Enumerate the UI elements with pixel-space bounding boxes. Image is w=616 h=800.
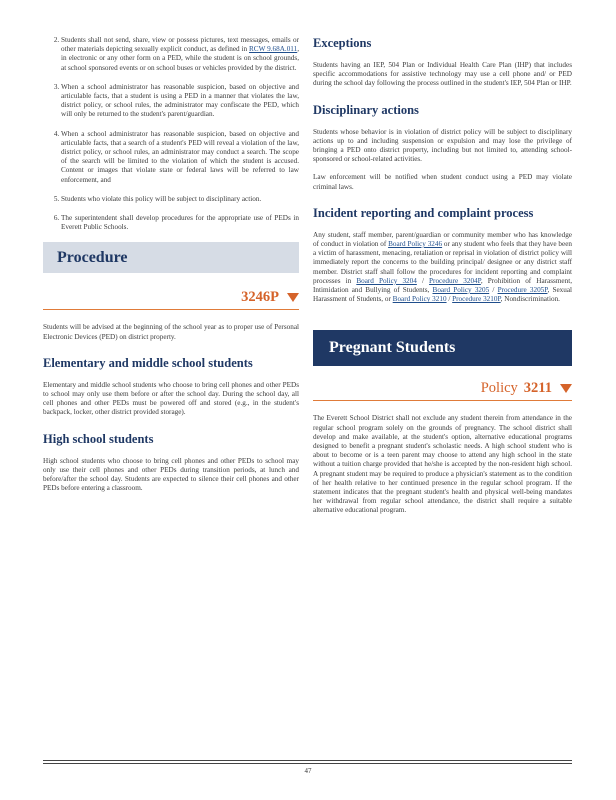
board-policy-3246-link[interactable]: Board Policy 3246: [388, 240, 443, 249]
disciplinary-text: Students whose behavior is in violation of district policy will be subject to disciplinary actions up to and including suspension or expulsion and may lose the privilege of bringing a PED onto district property, including but not limited to, attending school-sponsored or school-related activities.: [313, 127, 572, 164]
list-item-text: When a school administrator has reasonable suspicion, based on objective and articulable facts, that a student is using a PED in a manner that violates the law, district policy, or school rules, the administrator may confiscate the PED, which will only be returned to the student's parent/guardian.: [61, 82, 299, 119]
procedure-3204p-link[interactable]: Procedure 3204P: [429, 276, 481, 285]
exceptions-heading: Exceptions: [313, 36, 372, 50]
pregnant-students-text: The Everett School District shall not exclude any student therein from attendance in the regular school program solely on the grounds of pregnancy. The school district shall develop and make available, at the student's option, alternative educational programs designed to benefit a pregnant student's scholastic needs. A high school student who is about to become or is a teen parent may choose to attend any high school in the state without a tuition charge provided that he/she is accepted by the non-resident high school. A pregnant student may be required to produce a physician's statement as to the condition of her health relative to her continued presence in the regular school program. If the statement indicates that the pregnant student's health and physical well-being mandates her withdrawal from regular school attendance, the district shall require a suitable alternative educational program.: [313, 414, 572, 515]
policy-code: 3211: [523, 380, 552, 397]
board-policy-3210-link[interactable]: Board Policy 3210: [392, 295, 447, 304]
rcw-link[interactable]: RCW 9.68A.011: [249, 45, 298, 54]
high-school-heading: High school students: [43, 431, 154, 446]
footer-divider: [43, 760, 572, 761]
list-item-text: Students shall not send, share, view or possess pictures, text messages, emails or other materials depicting sexually explicit conduct, as defined in: [61, 36, 299, 54]
policy-list: [43, 36, 299, 232]
procedure-code: 3246P: [241, 289, 279, 306]
page-number: 47: [304, 767, 312, 775]
slash-separator: /: [446, 295, 453, 304]
incident-text-part: , Prohibition of Harassment, Intimidation and Bullying of Students,: [313, 276, 573, 295]
procedure-3210p-link[interactable]: Procedure 3210P: [452, 295, 501, 304]
list-item-text: , in electronic or any other form on a PED, while the student is on school grounds, at school sponsored events or on school buses or vehicles provided by the district.: [61, 45, 300, 72]
list-item-text: When a school administrator has reasonable suspicion, based on objective and articulable facts, that a search of a student's PED will reveal a violation of the law, district policy, or school rules, an administrator may conduct a search. The scope of the search will be limited to the violation of which the student is accused. Content or images that violate state or federal laws will be referred to law enforcement, and: [61, 129, 299, 184]
list-item: [61, 36, 299, 73]
board-policy-3204-link[interactable]: Board Policy 3204: [356, 276, 417, 285]
incident-text-part: , Sexual Harassment of Students, or: [313, 286, 573, 304]
board-policy-3205-link[interactable]: Board Policy 3205: [432, 286, 490, 295]
slash-separator: /: [489, 286, 498, 295]
incident-text: [313, 231, 572, 305]
disciplinary-heading: Disciplinary actions: [313, 102, 419, 117]
orange-divider: [43, 309, 299, 310]
procedure-code-line: [43, 289, 299, 306]
elementary-heading: Elementary and middle school students: [43, 355, 253, 370]
procedure-title: Procedure: [57, 248, 128, 266]
high-school-text: High school students who choose to bring cell phones and other PEDs to school may only use their cell phones and other PEDs during transition periods, at lunch and before/after the school day. Students are expected to silence their cell phones and other PEDs before entering a classroom.: [43, 456, 299, 493]
incident-text-part: , Nondiscrimination.: [500, 295, 560, 304]
slash-separator: /: [416, 276, 430, 285]
left-column: [43, 30, 299, 493]
incident-text-part: Any student, staff member, parent/guardian or community member who has knowledge of conduct in violation of: [313, 230, 572, 249]
policy-label: Policy: [480, 380, 518, 397]
law-enforcement-text: Law enforcement will be notified when student conduct using a PED may violate criminal laws.: [313, 173, 572, 191]
list-item: [61, 195, 299, 204]
list-item: [61, 130, 299, 185]
list-item-text: Students who violate this policy will be subject to disciplinary action.: [61, 194, 262, 203]
list-item-text: The superintendent shall develop procedures for the appropriate use of PEDs in Everett Public Schools.: [61, 214, 299, 232]
list-item: [61, 83, 299, 120]
right-column: [313, 30, 572, 516]
elementary-text: Elementary and middle school students who choose to bring cell phones and other PEDs to school may only use them before or after the school day. During the school day, all cell phones and other PEDs must be powered off and stored (e.g., in the student's backpack, locker, other district provided storage).: [43, 380, 299, 417]
triangle-down-icon: [287, 293, 299, 302]
incident-heading: Incident reporting and complaint process: [313, 205, 534, 220]
procedure-banner: [43, 242, 299, 273]
procedure-3205p-link[interactable]: Procedure 3205P: [497, 286, 548, 295]
footer-divider: [43, 763, 572, 764]
procedure-intro: Students will be advised at the beginning of the school year as to proper use of Personal Electronic Devices (PED) on district property.: [43, 323, 299, 341]
policy-code-line: [313, 380, 572, 397]
incident-text-part: or any student who feels that they have been a victim of harassment, menacing, retaliation or reprisal in violation of district policy will immediately report the concerns to the building principal/ designee or any district staff member. District staff shall follow the procedures for incident reporting and complaint processes in: [313, 240, 572, 285]
pregnant-students-banner: [313, 330, 572, 366]
exceptions-text: Students having an IEP, 504 Plan or Individual Health Care Plan (IHP) that includes specific accommodations for assistive technology may use a cell phone and/ or PED during the school day following the process outlined in the student's IEP, 504 Plan or IHP.: [313, 61, 572, 88]
orange-divider: [313, 400, 572, 401]
triangle-down-icon: [560, 384, 572, 393]
pregnant-students-title: Pregnant Students: [329, 339, 456, 357]
list-item: [61, 214, 299, 232]
